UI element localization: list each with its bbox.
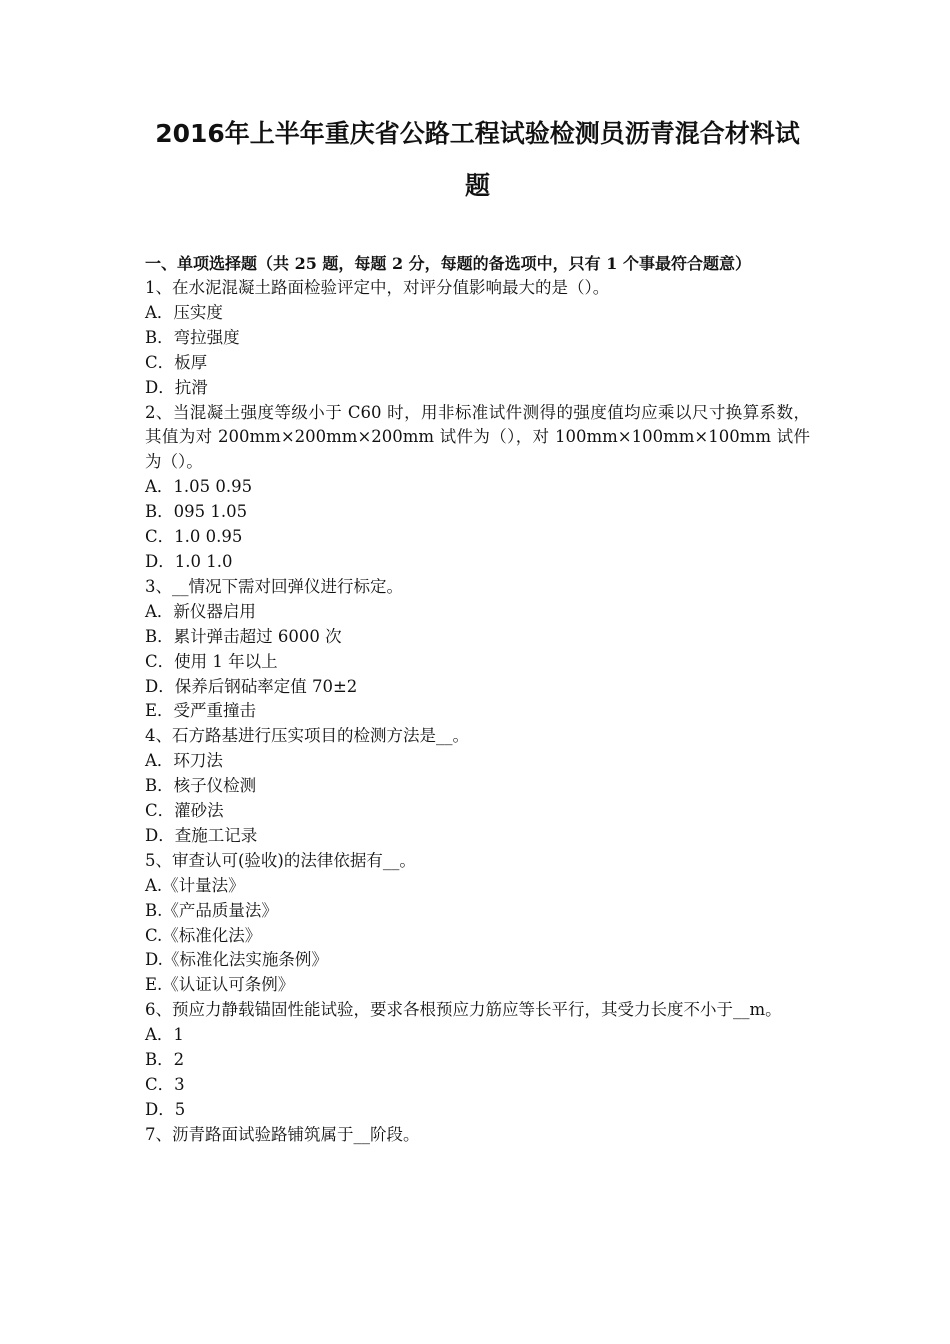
option-b: B．2 [145,1050,185,1070]
question-stem: 6、预应力静载锚固性能试验，要求各根预应力筋应等长平行，其受力长度不小于__m。 [145,1000,782,1020]
question-stem: 4、石方路基进行压实项目的检测方法是__。 [145,726,469,746]
question-5 [145,849,810,998]
question-4 [145,724,810,849]
option-b: B.《产品质量法》 [145,900,278,920]
option-d: D．查施工记录 [145,825,258,845]
option-b: B．累计弹击超过 6000 次 [145,626,342,646]
option-c: C．1.0 0.95 [145,527,243,547]
question-stem: 7、沥青路面试验路铺筑属于__阶段。 [145,1124,420,1144]
option-b: B．弯拉强度 [145,327,240,347]
option-d: D．保养后钢砧率定值 70±2 [145,676,358,696]
question-stem: 3、__情况下需对回弹仪进行标定。 [145,576,403,596]
option-e: E.《认证认可条例》 [145,975,295,995]
option-b: B．核子仪检测 [145,776,257,796]
option-a: A．压实度 [145,302,223,322]
option-a: A．环刀法 [145,751,223,771]
option-d: D.《标准化法实施条例》 [145,950,328,970]
option-a: A.《计量法》 [145,875,245,895]
option-c: C．3 [145,1075,185,1094]
question-stem: 2、当混凝土强度等级小于 C60 时，用非标准试件测得的强度值均应乘以尺寸换算系数，其值为对 200mm×200mm×200mm 试件为（），对 100mm×100mm×100mm 试件为（）。 [145,402,810,472]
question-6 [145,998,810,1123]
question-stem: 5、审查认可(验收)的法律依据有__。 [145,850,416,870]
option-c: C.《标准化法》 [145,925,262,945]
option-d: D．1.0 1.0 [145,551,233,571]
option-d: D．5 [145,1099,186,1119]
option-c: C．使用 1 年以上 [145,651,278,671]
option-a: A．新仪器启用 [145,601,256,621]
option-a: A．1.05 0.95 [145,477,253,497]
option-d: D．抗滑 [145,377,208,397]
question-1 [145,276,810,401]
option-c: C．灌砂法 [145,801,224,821]
question-stem: 1、在水泥混凝土路面检验评定中，对评分值影响最大的是（）。 [145,278,610,297]
option-b: B．095 1.05 [145,502,248,522]
question-3 [145,575,810,724]
section-heading: 一、单项选择题（共 25 题，每题 2 分，每题的备选项中，只有 1 个事最符合题意） [145,254,751,273]
document-page [145,0,810,1148]
question-2 [145,401,810,575]
option-c: C．板厚 [145,352,208,372]
option-a: A．1 [145,1025,184,1045]
document-title: 2016年上半年重庆省公路工程试验检测员沥青混合材料试题 [155,119,800,200]
option-e: E．受严重撞击 [145,701,257,721]
question-7 [145,1123,810,1148]
